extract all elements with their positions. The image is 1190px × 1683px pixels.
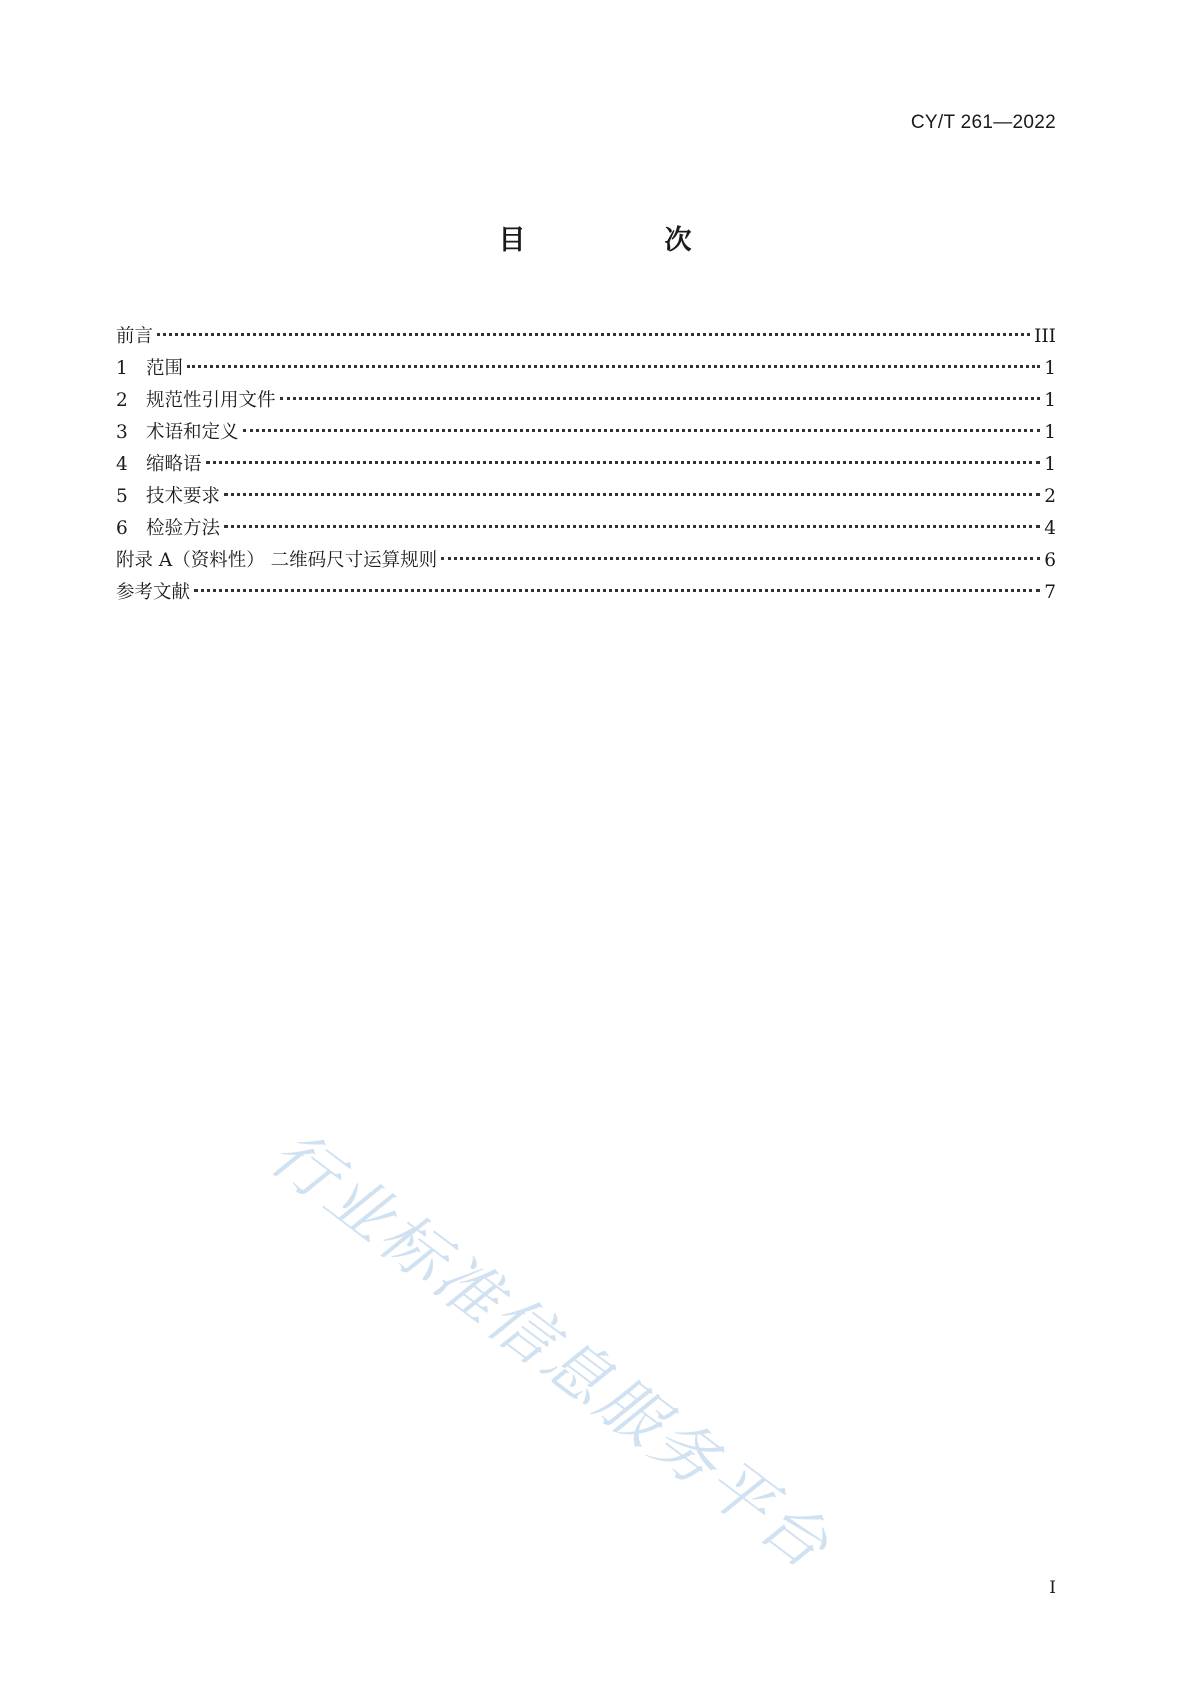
table-of-contents [116, 322, 1056, 610]
toc-label: 术语和定义 [146, 422, 239, 443]
toc-entry-appendix-a[interactable] [116, 546, 1056, 578]
toc-entry-foreword[interactable] [116, 322, 1056, 354]
toc-page-number: 4 [1044, 518, 1056, 539]
toc-number: 2 [116, 390, 128, 411]
toc-entry-scope[interactable] [116, 354, 1056, 386]
toc-label: 技术要求 [146, 486, 221, 507]
toc-page-number: 6 [1044, 550, 1056, 571]
page-title: 目 次 [498, 225, 748, 256]
toc-page-number: 1 [1044, 358, 1056, 379]
toc-entry-normative-references[interactable] [116, 386, 1056, 418]
toc-entry-bibliography[interactable] [116, 578, 1056, 610]
toc-label: 规范性引用文件 [146, 390, 276, 411]
toc-page-number: 1 [1044, 422, 1056, 443]
dot-leader [224, 525, 1040, 528]
toc-number: 1 [116, 358, 128, 379]
toc-number: 5 [116, 486, 128, 507]
toc-label: 前言 [116, 326, 154, 347]
dot-leader [187, 365, 1040, 368]
toc-entry-abbreviations[interactable] [116, 450, 1056, 482]
toc-number: 4 [116, 454, 128, 475]
toc-number: 6 [116, 518, 128, 539]
toc-number: 3 [116, 422, 128, 443]
dot-leader [194, 589, 1040, 592]
toc-page-number: 1 [1044, 454, 1056, 475]
page-folio: I [1049, 1578, 1056, 1598]
dot-leader [224, 493, 1040, 496]
toc-entry-terms-definitions[interactable] [116, 418, 1056, 450]
toc-entry-technical-requirements[interactable] [116, 482, 1056, 514]
toc-page-number: III [1034, 326, 1056, 347]
dot-leader [157, 333, 1030, 336]
dot-leader [441, 557, 1040, 560]
toc-page-number: 1 [1044, 390, 1056, 411]
toc-page-number: 7 [1044, 582, 1056, 603]
toc-label: 缩略语 [146, 454, 202, 475]
dot-leader [280, 397, 1041, 400]
dot-leader [243, 429, 1041, 432]
toc-label: 参考文献 [116, 582, 191, 603]
toc-label: 附录 A（资料性） 二维码尺寸运算规则 [116, 550, 438, 571]
toc-label: 检验方法 [146, 518, 221, 539]
standard-code: CY/T 261—2022 [910, 112, 1056, 133]
watermark: 行业标准信息服务平台 [256, 1116, 845, 1586]
toc-entry-test-methods[interactable] [116, 514, 1056, 546]
toc-page-number: 2 [1044, 486, 1056, 507]
toc-label: 范围 [146, 358, 184, 379]
dot-leader [206, 461, 1041, 464]
